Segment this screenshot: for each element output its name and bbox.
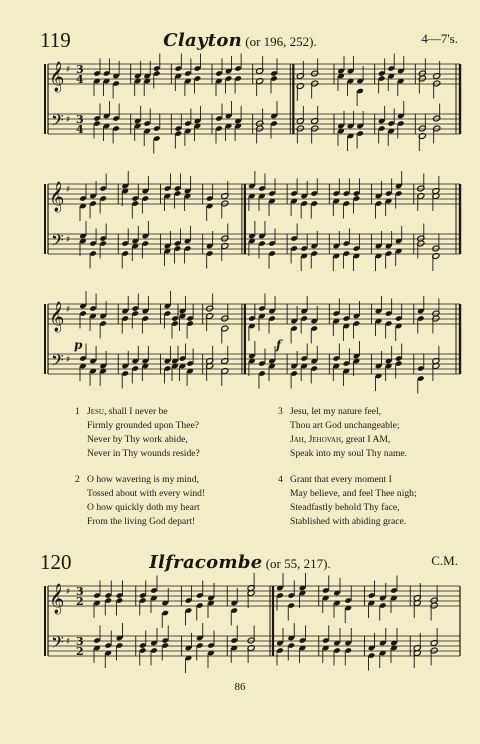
tune-line <box>0 552 480 573</box>
sharp-icon: ♯ <box>66 305 71 315</box>
verse-line: Tossed about with every wind! <box>87 487 206 499</box>
sharp-icon: ♯ <box>66 637 71 647</box>
time-signature-top: 3 <box>76 585 84 598</box>
dynamic-forte: f <box>276 338 282 352</box>
meter: C.M. <box>431 553 458 568</box>
verse-text: , shall I never be <box>103 406 168 417</box>
verse-line <box>278 405 407 419</box>
hymn-120-header <box>0 550 480 580</box>
hymn-number: 120 <box>40 550 72 574</box>
verse-text: Jesu, let my nature feel, <box>290 406 382 417</box>
time-signature-bottom: 2 <box>76 595 84 608</box>
verse-text: O how wavering is my mind, <box>87 474 199 485</box>
verse-line: May believe, and feel Thee nigh; <box>290 487 417 499</box>
verse-line <box>278 433 407 447</box>
verse-number: 3 <box>278 406 283 417</box>
time-signature-bottom: 2 <box>76 645 84 658</box>
verse-line: Firmly grounded upon Thee? <box>87 419 199 431</box>
verse-line <box>278 473 417 487</box>
treble-clef-icon: 𝄞 <box>49 302 65 332</box>
bass-clef-icon: 𝄢 <box>51 350 64 374</box>
sharp-icon: ♯ <box>66 65 71 75</box>
sharp-icon: ♯ <box>66 115 71 125</box>
tune-alternates: (or 196, 252). <box>245 34 317 49</box>
verse-line: Steadfastly behold Thy face, <box>290 501 400 513</box>
dynamic-piano: p <box>74 338 83 352</box>
tune-alternates: (or 55, 217). <box>265 556 331 571</box>
verse-2 <box>75 473 205 529</box>
meter: 4—7's. <box>421 31 458 46</box>
treble-clef-icon: 𝄞 <box>49 584 65 614</box>
bass-clef-icon: 𝄢 <box>51 632 64 656</box>
bass-clef-icon: 𝄢 <box>51 110 64 134</box>
verse-line: O how quickly doth my heart <box>87 501 200 513</box>
verse-line: Never in Thy wounds reside? <box>87 447 200 459</box>
verse-line: Speak into my soul Thy name. <box>290 447 408 459</box>
verse-1 <box>75 405 200 461</box>
time-signature-top: 3 <box>76 113 84 126</box>
verse-line: Stablished with abiding grace. <box>290 515 407 527</box>
verse-number: 1 <box>75 406 80 417</box>
verse-line <box>75 473 205 487</box>
bass-clef-icon: 𝄢 <box>51 230 64 254</box>
treble-clef-icon: 𝄞 <box>49 182 65 212</box>
verse-caps: Jesu <box>87 406 104 417</box>
time-signature-bottom: 4 <box>76 73 84 86</box>
verse-line: From the living God depart! <box>87 515 196 527</box>
verse-text: Grant that every moment I <box>290 474 392 485</box>
verse-4 <box>278 473 417 529</box>
sharp-icon: ♯ <box>66 235 71 245</box>
verse-text: , great I AM, <box>341 433 391 445</box>
hymn-number: 119 <box>40 28 71 52</box>
sharp-icon: ♯ <box>66 185 71 195</box>
verse-number: 2 <box>75 474 80 485</box>
verse-line: Never by Thy work abide, <box>87 433 188 445</box>
tune-name: Clayton <box>163 30 243 51</box>
verse-line: Thou art God unchangeable; <box>290 419 400 431</box>
time-signature-top: 3 <box>76 63 84 76</box>
verse-caps: Jah, Jehovah <box>290 433 342 445</box>
time-signature-top: 3 <box>76 635 84 648</box>
tune-name: Ilfracombe <box>149 552 263 573</box>
verse-number: 4 <box>278 474 283 485</box>
page-number: 86 <box>234 681 246 693</box>
verse-line <box>75 405 200 419</box>
sharp-icon: ♯ <box>66 355 71 365</box>
verse-3 <box>278 405 407 461</box>
treble-clef-icon: 𝄞 <box>49 62 65 92</box>
time-signature-bottom: 4 <box>76 123 84 136</box>
sharp-icon: ♯ <box>66 587 71 597</box>
